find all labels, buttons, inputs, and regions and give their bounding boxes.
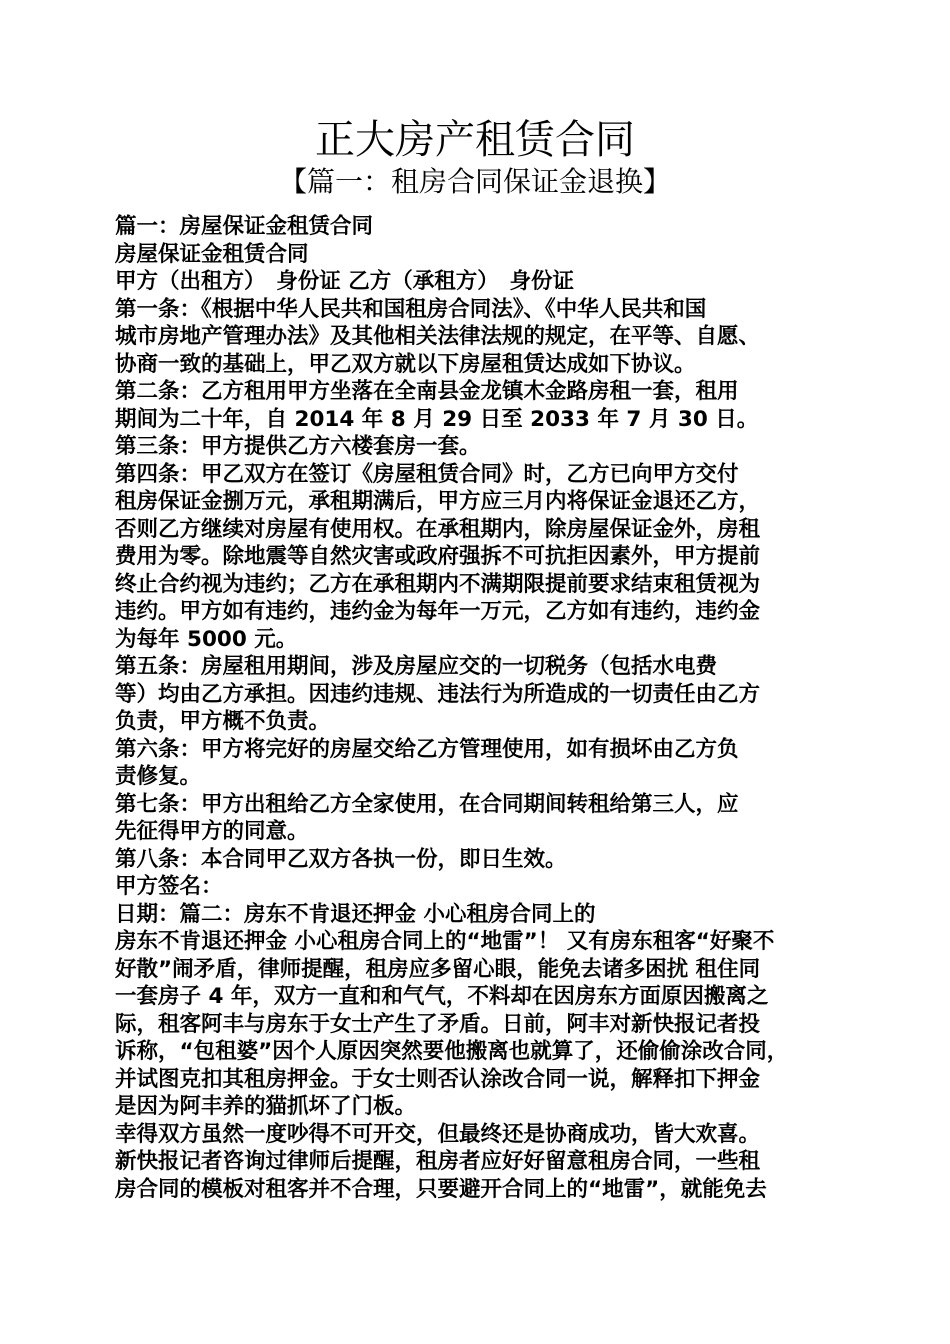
body-text-line: 先征得甲方的同意。 — [115, 819, 309, 844]
body-text-line: 际，租客阿丰与房东于女士产生了矛盾。日前，阿丰对新快报记者投 — [115, 1011, 761, 1037]
body-text-line: 期间为二十年，自 2014 年 8 月 29 日至 2033 年 7 月 30 日。 — [115, 406, 759, 432]
body-text-line: 房屋保证金租赁合同 — [115, 241, 309, 267]
body-text-line: 一套房子 4 年，双方一直和和气气，不料却在因房东方面原因搬离之 — [115, 984, 769, 1009]
body-text-line: 负责，甲方概不负责。 — [115, 709, 331, 734]
body-text-line: 为每年 5000 元。 — [115, 626, 298, 652]
body-text-line: 第二条：乙方租用甲方坐落在全南县金龙镇木金路房租一套，租用 — [115, 379, 739, 404]
body-text-line: 等）均由乙方承担。因违约违规、违法行为所造成的一切责任由乙方 — [115, 681, 761, 707]
body-text-line: 终止合约视为违约；乙方在承租期内不满期限提前要求结束租赁视为 — [115, 571, 761, 597]
body-text-line: 责修复。 — [115, 764, 202, 789]
body-text-line: 第一条：《根据中华人民共和国租房合同法》、《中华人民共和国 — [115, 296, 707, 322]
body-text-line: 否则乙方继续对房屋有使用权。在承租期内，除房屋保证金外，房租 — [115, 516, 761, 542]
body-text-line: 甲方签名： — [115, 874, 223, 899]
body-text-line: 第四条：甲乙双方在签订《房屋租赁合同》时，乙方已向甲方交付 — [115, 461, 739, 487]
document-subtitle: 【篇一：租房合同保证金退换】 — [278, 165, 671, 198]
body-text-line: 租房保证金捌万元，承租期满后，甲方应三月内将保证金退还乙方， — [115, 489, 761, 514]
body-text-line: 诉称，“包租婆”因个人原因突然要他搬离也就算了，还偷偷涂改合同， — [115, 1039, 789, 1064]
body-text-line: 费用为零。除地震等自然灾害或政府强拆不可抗拒因素外，甲方提前 — [115, 544, 761, 569]
body-text-line: 并试图克扣其租房押金。于女士则否认涂改合同一说，解释扣下押金 — [115, 1066, 761, 1092]
body-text-line: 房合同的模板对租客并不合理，只要避开合同上的“地雷”，就能免去 — [115, 1176, 767, 1202]
document-title: 正大房产租赁合同 — [315, 117, 635, 163]
body-text-line: 城市房地产管理办法》及其他相关法律法规的规定，在平等、自愿、 — [115, 324, 761, 349]
body-text-line: 第五条：房屋租用期间，涉及房屋应交的一切税务（包括水电费 — [115, 654, 718, 679]
body-text-line: 篇一：房屋保证金租赁合同 — [115, 214, 374, 239]
body-text-line: 新快报记者咨询过律师后提醒，租房者应好好留意租房合同，一些租 — [115, 1149, 761, 1174]
body-text-line: 第八条：本合同甲乙双方各执一份，即日生效。 — [115, 846, 567, 872]
body-text-line: 违约。甲方如有违约，违约金为每年一万元，乙方如有违约，违约金 — [115, 599, 761, 624]
body-text-line: 幸得双方虽然一度吵得不可开交，但最终还是协商成功，皆大欢喜。 — [115, 1121, 761, 1147]
body-text-line: 协商一致的基础上，甲乙双方就以下房屋租赁达成如下协议。 — [115, 351, 696, 377]
body-text-line: 第三条：甲方提供乙方六楼套房一套。 — [115, 434, 481, 459]
body-text-line: 日期：篇二：房东不肯退还押金 小心租房合同上的 — [115, 901, 596, 927]
body-text-line: 第七条：甲方出租给乙方全家使用，在合同期间转租给第三人，应 — [115, 791, 739, 817]
body-text-line: 是因为阿丰养的猫抓坏了门板。 — [115, 1094, 417, 1119]
body-text-line: 好散”闹矛盾，律师提醒，租房应多留心眼，能免去诸多困扰 租住同 — [115, 956, 761, 982]
document-body — [115, 213, 840, 1203]
body-text-line: 甲方（出租方） 身份证 乙方（承租方） 身份证 — [115, 269, 574, 294]
body-text-line: 房东不肯退还押金 小心租房合同上的“地雷”！ 又有房东租客“好聚不 — [115, 929, 775, 954]
body-text-line: 第六条：甲方将完好的房屋交给乙方管理使用，如有损坏由乙方负 — [115, 736, 739, 762]
